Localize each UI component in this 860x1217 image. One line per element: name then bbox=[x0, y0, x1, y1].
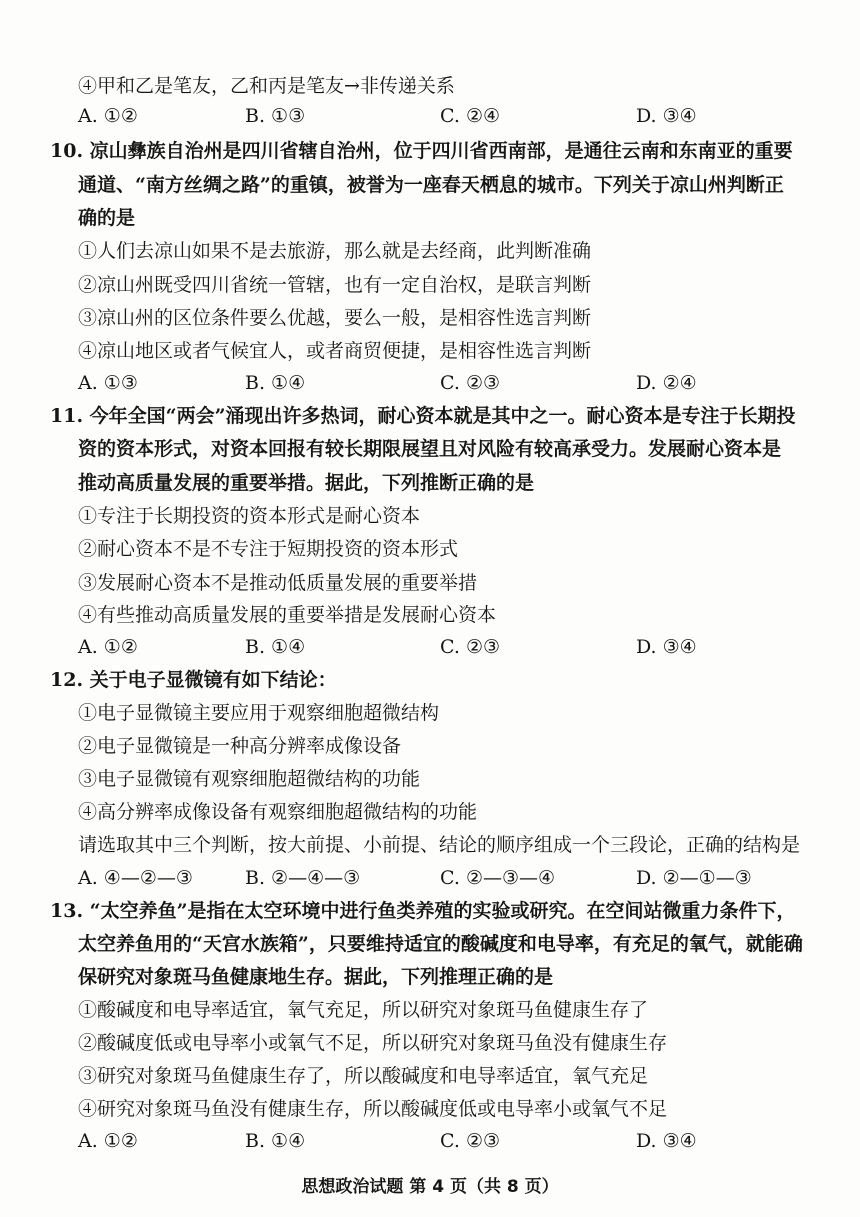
page-footer: 思想政治试题 第 4 页（共 8 页） bbox=[301, 1177, 559, 1197]
q10-item-2: ②凉山州既受四川省统一管辖，也有一定自治权，是联言判断 bbox=[78, 274, 592, 296]
q13-item-3: ③研究对象斑马鱼健康生存了，所以酸碱度和电导率适宜，氧气充足 bbox=[78, 1065, 649, 1087]
q11-item-2: ②耐心资本不是不专注于短期投资的资本形式 bbox=[78, 538, 459, 560]
q13-option-d: D. ③④ bbox=[636, 1130, 697, 1152]
q12-item-2: ②电子显微镜是一种高分辨率成像设备 bbox=[78, 735, 402, 757]
q11-stem-line-1: 11. 今年全国“两会”涌现出许多热词，耐心资本就是其中之一。耐心资本是专注于长期投 bbox=[50, 405, 796, 427]
q13-stem-line-2: 太空养鱼用的“天宫水族箱”，只要维持适宜的酸碱度和电导率，有充足的氧气，就能确 bbox=[78, 933, 803, 955]
q10-option-c: C. ②③ bbox=[440, 372, 501, 394]
q13-stem-line-3: 保研究对象斑马鱼健康地生存。据此，下列推理正确的是 bbox=[78, 966, 554, 988]
q12-option-c: C. ②—③—④ bbox=[440, 867, 556, 889]
q10-option-b: B. ①④ bbox=[245, 372, 306, 394]
q9-item-4: ④甲和乙是笔友，乙和丙是笔友→非传递关系 bbox=[78, 75, 455, 97]
q11-stem-line-2: 资的资本形式，对资本回报有较长期限展望且对风险有较高承受力。发展耐心资本是 bbox=[78, 438, 782, 460]
q10-item-1: ①人们去凉山如果不是去旅游，那么就是去经商，此判断准确 bbox=[78, 240, 592, 262]
q12-item-4: ④高分辨率成像设备有观察细胞超微结构的功能 bbox=[78, 801, 478, 823]
q13-option-c: C. ②③ bbox=[440, 1130, 501, 1152]
q9-option-c: C. ②④ bbox=[440, 105, 501, 127]
q11-option-a: A. ①② bbox=[78, 636, 138, 658]
q12-option-d: D. ②—①—③ bbox=[636, 867, 752, 889]
q13-item-2: ②酸碱度低或电导率小或氧气不足，所以研究对象斑马鱼没有健康生存 bbox=[78, 1032, 668, 1054]
q11-option-b: B. ①④ bbox=[245, 636, 306, 658]
q13-item-1: ①酸碱度和电导率适宜，氧气充足，所以研究对象斑马鱼健康生存了 bbox=[78, 999, 649, 1021]
q9-option-d: D. ③④ bbox=[636, 105, 697, 127]
q12-instruction: 请选取其中三个判断，按大前提、小前提、结论的顺序组成一个三段论，正确的结构是 bbox=[78, 834, 801, 856]
q10-item-4: ④凉山地区或者气候宜人，或者商贸便捷，是相容性选言判断 bbox=[78, 340, 592, 362]
q12-option-b: B. ②—④—③ bbox=[245, 867, 361, 889]
q12-item-1: ①电子显微镜主要应用于观察细胞超微结构 bbox=[78, 702, 440, 724]
q11-item-3: ③发展耐心资本不是推动低质量发展的重要举措 bbox=[78, 572, 478, 594]
q11-stem-line-3: 推动高质量发展的重要举措。据此，下列推断正确的是 bbox=[78, 472, 535, 494]
q10-stem-line-2: 通道、“南方丝绸之路”的重镇，被誉为一座春天栖息的城市。下列关于凉山州判断正 bbox=[78, 174, 784, 196]
q10-stem-line-1: 10. 凉山彝族自治州是四川省辖自治州，位于四川省西南部，是通往云南和东南亚的重要 bbox=[50, 140, 793, 162]
q13-option-a: A. ①② bbox=[78, 1130, 138, 1152]
q13-stem-line-1: 13. “太空养鱼”是指在太空环境中进行鱼类养殖的实验或研究。在空间站微重力条件下， bbox=[50, 900, 796, 922]
q11-option-d: D. ③④ bbox=[636, 636, 697, 658]
q9-option-b: B. ①③ bbox=[245, 105, 306, 127]
q10-option-d: D. ②④ bbox=[636, 372, 697, 394]
q11-item-4: ④有些推动高质量发展的重要举措是发展耐心资本 bbox=[78, 604, 497, 626]
q13-item-4: ④研究对象斑马鱼没有健康生存，所以酸碱度低或电导率小或氧气不足 bbox=[78, 1098, 668, 1120]
q9-option-a: A. ①② bbox=[78, 105, 138, 127]
q12-item-3: ③电子显微镜有观察细胞超微结构的功能 bbox=[78, 768, 421, 790]
q11-option-c: C. ②③ bbox=[440, 636, 501, 658]
q12-option-a: A. ④—②—③ bbox=[78, 867, 193, 889]
q13-option-b: B. ①④ bbox=[245, 1130, 306, 1152]
q10-stem-line-3: 确的是 bbox=[78, 207, 136, 229]
q10-option-a: A. ①③ bbox=[78, 372, 138, 394]
q11-item-1: ①专注于长期投资的资本形式是耐心资本 bbox=[78, 505, 421, 527]
q10-item-3: ③凉山州的区位条件要么优越，要么一般，是相容性选言判断 bbox=[78, 307, 592, 329]
q12-stem-line-1: 12. 关于电子显微镜有如下结论： bbox=[50, 669, 337, 691]
